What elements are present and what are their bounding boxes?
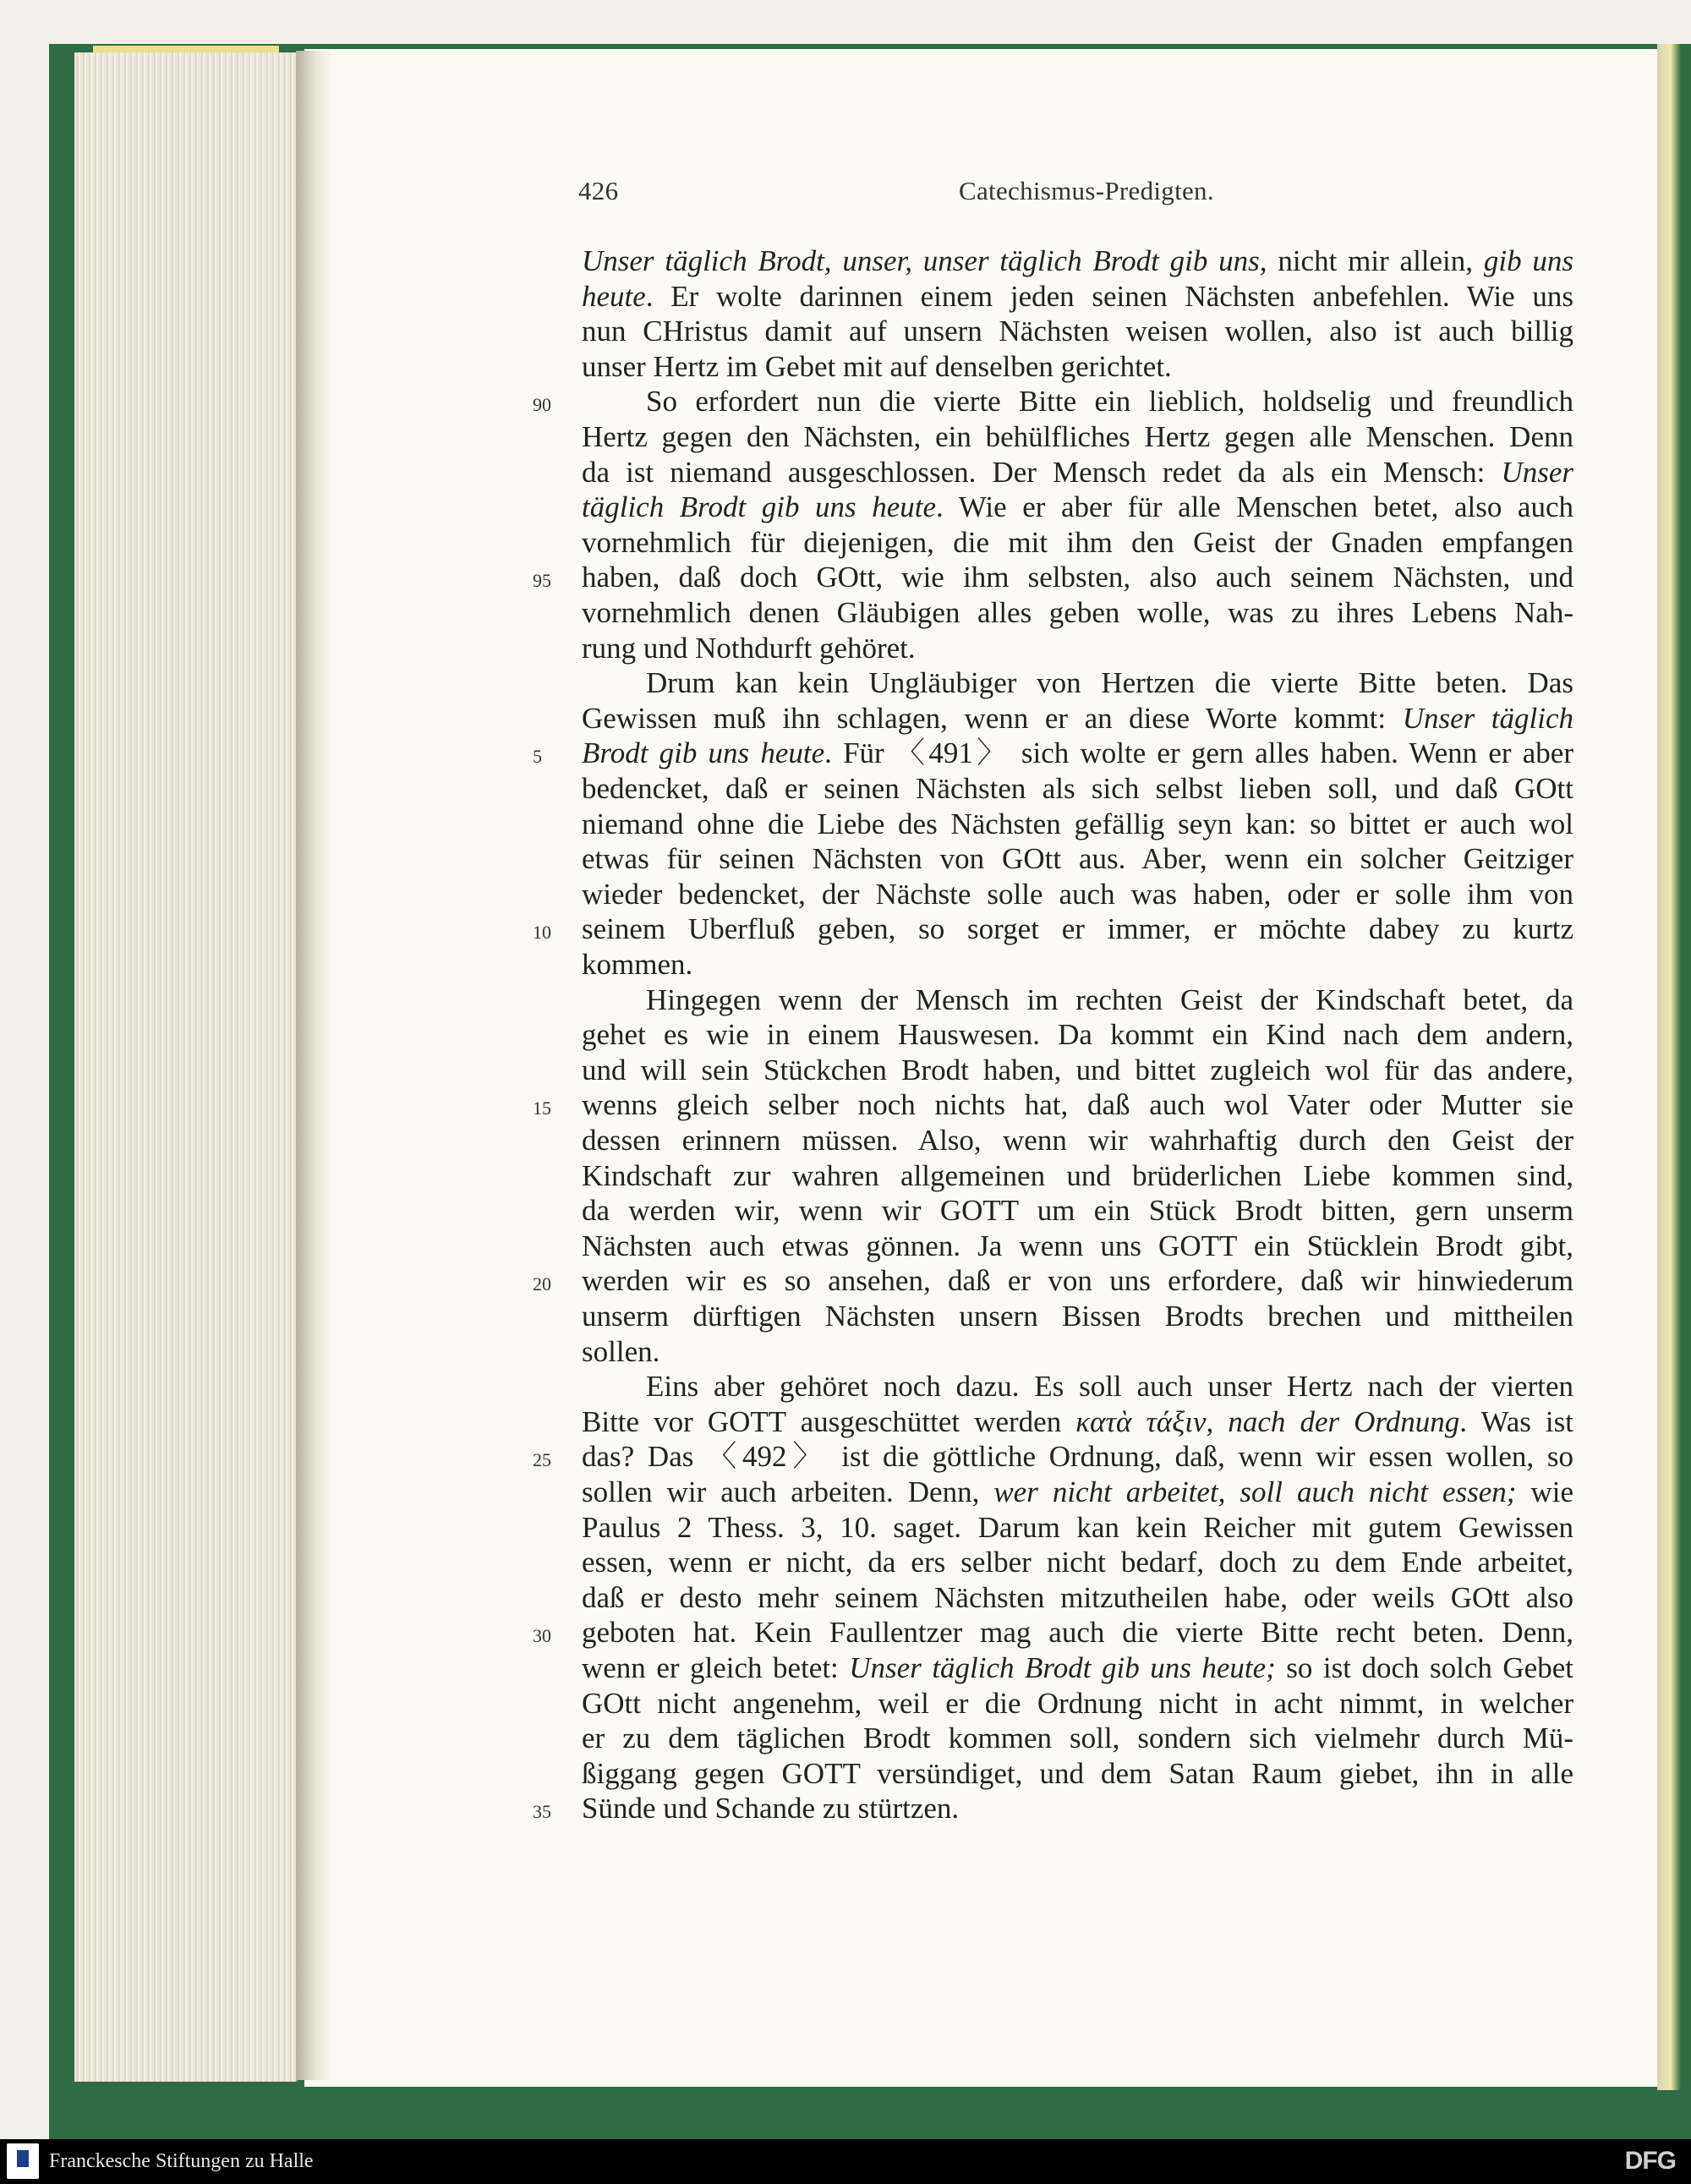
text-line xyxy=(582,279,1573,315)
text-span: haben, daß doch GOtt, wie ihm selbsten, also auch seinem Nächsten, und xyxy=(582,561,1573,594)
text-line xyxy=(582,1404,1573,1440)
text-span: Paulus 2 Thess. 3, 10. saget. Darum kan kein Reicher mit gutem Gewissen xyxy=(582,1510,1573,1544)
line-number: 25 xyxy=(533,1449,551,1471)
text-span: . Wie er aber für alle Menschen betet, also auch xyxy=(936,490,1573,524)
italic-text: κατὰ τάξιν, nach der Ordnung xyxy=(1075,1404,1460,1438)
line-number: 5 xyxy=(533,746,542,768)
text-line xyxy=(582,665,1573,701)
text-line xyxy=(582,1510,1573,1546)
line-number: 90 xyxy=(533,394,551,416)
text-span: etwas für seinen Nächsten von GOtt aus. Aber, wenn ein solcher Geitziger xyxy=(582,842,1573,876)
right-page-edge xyxy=(1657,44,1691,2090)
text-span: Sünde und Schande zu stürtzen. xyxy=(582,1792,960,1825)
running-head: Catechismus-Predigten. xyxy=(959,176,1214,205)
italic-text: Unser täglich Brodt gib uns heute; xyxy=(849,1651,1276,1684)
text-span: vornehmlich denen Gläubigen alles geben wolle, was zu ihres Lebens Nah- xyxy=(582,596,1573,629)
text-line xyxy=(582,983,1573,1018)
text-line xyxy=(582,631,1573,666)
text-line xyxy=(582,1193,1573,1229)
text-line xyxy=(582,455,1573,490)
text-span: das? Das 〈492〉 ist die göttliche Ordnung, daß, wenn wir essen wollen, so xyxy=(582,1440,1573,1474)
text-line xyxy=(582,1334,1573,1370)
text-span: . Er wolte darinnen einem jeden seinen Nächsten anbefehlen. Wie uns xyxy=(645,279,1573,313)
line-number: 20 xyxy=(533,1273,551,1295)
line-number: 10 xyxy=(533,922,551,944)
footer-institution: Franckesche Stiftungen zu Halle xyxy=(49,2150,314,2172)
text-span: Gewissen muß ihn schlagen, wenn er an diese Worte kommt: xyxy=(582,701,1403,735)
text-span: geboten hat. Kein Faullentzer mag auch die vierte Bitte recht beten. Denn, xyxy=(582,1616,1573,1650)
text-line xyxy=(582,1439,1573,1475)
text-line xyxy=(582,349,1573,385)
italic-text: Unser täglich xyxy=(1402,701,1574,735)
page-edges xyxy=(74,52,298,2082)
page-number: 426 xyxy=(578,176,619,205)
text-line xyxy=(582,1369,1573,1404)
text-span: wieder bedencket, der Nächste solle auch was haben, oder er solle ihm von xyxy=(582,877,1573,911)
text-line xyxy=(582,1263,1573,1299)
italic-text: wer nicht arbeitet, soll auch nicht essen; xyxy=(993,1475,1517,1508)
text-span: daß er desto mehr seinem Nächsten mitzutheilen habe, oder weils GOtt also xyxy=(582,1580,1573,1614)
text-line xyxy=(582,1087,1573,1123)
text-line xyxy=(582,1615,1573,1650)
text-span: . Für 〈491〉 sich wolte er gern alles haben. Wenn er aber xyxy=(824,736,1573,770)
text-span: vornehmlich für diejenigen, die mit ihm den Geist der Gnaden empfangen xyxy=(582,525,1573,559)
text-span: Kindschaft zur wahren allgemeinen und brüderlichen Liebe kommen sind, xyxy=(582,1158,1573,1192)
text-span: Bitte vor GOTT ausgeschüttet werden xyxy=(582,1404,1076,1438)
text-line xyxy=(582,1053,1573,1088)
text-span: GOtt nicht angenehm, weil er die Ordnung nicht in acht nimmt, in welcher xyxy=(582,1686,1573,1720)
text-span: rung und Nothdurft gehöret. xyxy=(582,631,916,665)
text-span: Drum kan kein Ungläubiger von Hertzen die vierte Bitte beten. Das xyxy=(646,666,1573,700)
text-line xyxy=(582,1475,1573,1510)
dfg-logo[interactable]: DFG xyxy=(1624,2147,1676,2175)
italic-text: Brodt gib uns heute xyxy=(582,736,825,770)
text-span: essen, wenn er nicht, da ers selber nicht bedarf, doch zu dem Ende arbeitet, xyxy=(582,1546,1573,1579)
text-line xyxy=(582,525,1573,561)
text-span: unserm dürftigen Nächsten unsern Bissen Brodts brechen und mittheilen xyxy=(582,1300,1573,1333)
text-line xyxy=(582,911,1573,947)
text-span: werden wir es so ansehen, daß er von uns erfordere, daß wir hinwiederum xyxy=(582,1264,1573,1298)
text-line xyxy=(582,244,1573,279)
text-line xyxy=(582,1545,1573,1580)
text-line xyxy=(582,841,1573,877)
text-line xyxy=(582,560,1573,595)
text-line xyxy=(582,314,1573,349)
text-line xyxy=(582,947,1573,983)
text-span: niemand ohne die Liebe des Nächsten gefällig seyn kan: so bittet er auch wol xyxy=(582,807,1573,840)
italic-text: Unser xyxy=(1501,455,1573,489)
text-line xyxy=(582,1299,1573,1334)
text-span: gehet es wie in einem Hauswesen. Da kommt ein Kind nach dem andern, xyxy=(582,1018,1573,1052)
text-span: Hingegen wenn der Mensch im rechten Geist der Kindschaft betet, da xyxy=(646,983,1573,1016)
text-line xyxy=(582,1229,1573,1264)
text-span: bedencket, daß er seinen Nächsten als sich selbst lieben soll, und daß GOtt xyxy=(582,772,1573,805)
franckesche-stiftungen-logo-icon[interactable] xyxy=(7,2143,39,2179)
text-line xyxy=(582,1017,1573,1053)
text-span: nun CHristus damit auf unsern Nächsten weisen wollen, also ist auch billig xyxy=(582,315,1573,348)
text-line xyxy=(582,419,1573,455)
text-line xyxy=(582,595,1573,631)
text-span: dessen erinnern müssen. Also, wenn wir wahrhaftig durch den Geist der xyxy=(582,1124,1573,1157)
text-line xyxy=(582,1650,1573,1686)
italic-text: heute xyxy=(582,279,646,313)
text-line xyxy=(582,1158,1573,1194)
text-span: . Was ist xyxy=(1459,1404,1573,1438)
line-number: 95 xyxy=(533,570,551,592)
text-span: So erfordert nun die vierte Bitte ein lieblich, holdselig und freundlich xyxy=(646,385,1573,419)
line-number: 30 xyxy=(533,1625,551,1647)
text-span: kommen. xyxy=(582,948,693,981)
footer-bar xyxy=(0,2139,1691,2184)
text-line xyxy=(582,490,1573,525)
text-line xyxy=(582,1580,1573,1616)
text-line xyxy=(582,701,1573,736)
text-span: Nächsten auch etwas gönnen. Ja wenn uns GOTT ein Stücklein Brodt gibt, xyxy=(582,1229,1573,1262)
text-span: wenns gleich selber noch nichts hat, daß auch wol Vater oder Mutter sie xyxy=(582,1088,1573,1122)
line-number: 15 xyxy=(533,1097,551,1119)
text-span: unser Hertz im Gebet mit auf denselben gerichtet. xyxy=(582,349,1172,383)
text-line xyxy=(582,1123,1573,1158)
text-span: Eins aber gehöret noch dazu. Es soll auch unser Hertz nach der vierten xyxy=(646,1370,1573,1404)
italic-text: Unser täglich Brodt, unser, unser täglich Brodt gib uns, xyxy=(582,244,1267,277)
text-span: wenn er gleich betet: xyxy=(582,1651,850,1684)
italic-text: gib uns xyxy=(1483,244,1573,277)
text-span: seinem Uberfluß geben, so sorget er immer, er möchte dabey zu kurtz xyxy=(582,912,1573,946)
text-span: nicht mir allein, xyxy=(1267,244,1484,277)
text-line xyxy=(582,736,1573,771)
text-line xyxy=(582,1686,1573,1721)
text-line xyxy=(582,807,1573,842)
text-span: sollen. xyxy=(582,1334,660,1368)
text-span: da werden wir, wenn wir GOTT um ein Stück Brodt bitten, gern unserm xyxy=(582,1194,1573,1228)
text-line xyxy=(582,877,1573,912)
text-span: und will sein Stückchen Brodt haben, und bittet zugleich wol für das andere, xyxy=(582,1053,1573,1087)
text-span: ßiggang gegen GOTT versündiget, und dem Satan Raum giebet, ihn in alle xyxy=(582,1756,1573,1790)
text-line xyxy=(582,1721,1573,1756)
text-span: so ist doch solch Gebet xyxy=(1275,1651,1573,1684)
page-gutter xyxy=(296,51,330,2080)
text-span: Hertz gegen den Nächsten, ein behülfliches Hertz gegen alle Menschen. Denn xyxy=(582,420,1573,453)
italic-text: täglich Brodt gib uns heute xyxy=(582,490,937,524)
text-line xyxy=(582,771,1573,807)
text-line xyxy=(582,1791,1573,1826)
text-span: er zu dem täglichen Brodt kommen soll, sondern sich vielmehr durch Mü- xyxy=(582,1721,1573,1755)
text-span: da ist niemand ausgeschlossen. Der Mensch redet da als ein Mensch: xyxy=(582,455,1502,489)
text-line xyxy=(582,384,1573,419)
text-line xyxy=(582,1756,1573,1792)
text-span: sollen wir auch arbeiten. Denn, xyxy=(582,1475,994,1508)
line-number: 35 xyxy=(533,1801,551,1823)
text-span: wie xyxy=(1516,1475,1573,1508)
